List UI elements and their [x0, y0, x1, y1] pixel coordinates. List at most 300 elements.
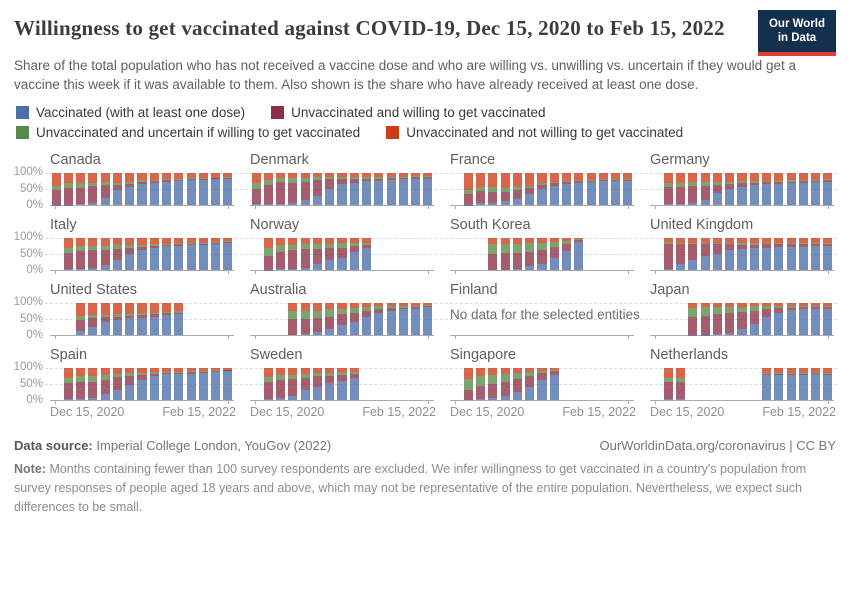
segment-willing — [264, 256, 273, 270]
bar-japan-sep-2021[interactable] — [762, 303, 771, 335]
bar-denmark-jan-2022[interactable] — [411, 173, 420, 205]
segment-uncertain — [501, 374, 510, 381]
bar-south-korea-oct-2021[interactable] — [574, 238, 583, 270]
segment-uncertain — [501, 244, 510, 253]
segment-unwilling — [762, 173, 771, 181]
bar-united-kingdom-feb-2021[interactable] — [676, 238, 685, 270]
bar-italy-nov-2021[interactable] — [187, 238, 196, 270]
bar-united-kingdom-feb-2022[interactable] — [823, 238, 832, 270]
segment-vaccinated — [623, 181, 632, 205]
bar-united-kingdom-nov-2021[interactable] — [787, 238, 796, 270]
footer — [14, 438, 836, 516]
bar-australia-jun-2021[interactable] — [325, 303, 334, 335]
segment-unwilling — [76, 368, 85, 376]
segment-willing — [664, 244, 673, 270]
bar-spain-may-2021[interactable] — [113, 368, 122, 400]
segment-willing — [525, 376, 534, 387]
bar-united-kingdom-jan-2021[interactable] — [664, 238, 673, 270]
segment-willing — [325, 248, 334, 260]
segment-willing — [488, 254, 497, 270]
bar-norway-sep-2021[interactable] — [362, 238, 371, 270]
bar-denmark-sep-2021[interactable] — [362, 173, 371, 205]
segment-vaccinated — [101, 198, 110, 205]
bar-sweden-may-2021[interactable] — [313, 368, 322, 400]
bar-japan-may-2021[interactable] — [713, 303, 722, 335]
bar-canada-aug-2021[interactable] — [150, 173, 159, 205]
bar-netherlands-feb-2022[interactable] — [823, 368, 832, 400]
bar-netherlands-feb-2021[interactable] — [676, 368, 685, 400]
segment-vaccinated — [423, 179, 432, 206]
legend-item-unwilling[interactable] — [386, 125, 683, 140]
segment-unwilling — [150, 303, 159, 313]
bar-singapore-jun-2021[interactable] — [525, 368, 534, 400]
bar-italy-feb-2022[interactable] — [223, 238, 232, 270]
bar-germany-nov-2021[interactable] — [787, 173, 796, 205]
bar-germany-jan-2022[interactable] — [811, 173, 820, 205]
x-tick-end — [228, 270, 229, 274]
segment-unwilling — [750, 173, 759, 181]
owid-logo[interactable] — [758, 10, 836, 56]
segment-unwilling — [688, 173, 697, 182]
footnote-label: Note: — [14, 462, 46, 477]
bar-united-states-oct-2021[interactable] — [174, 303, 183, 335]
x-axis-labels — [250, 405, 436, 419]
bar-france-mar-2021[interactable] — [488, 173, 497, 205]
bar-japan-mar-2021[interactable] — [688, 303, 697, 335]
segment-vaccinated — [664, 269, 673, 270]
bar-canada-dec-2020[interactable] — [52, 173, 61, 205]
bar-france-dec-2021[interactable] — [599, 173, 608, 205]
bar-australia-oct-2021[interactable] — [374, 303, 383, 335]
segment-uncertain — [688, 308, 697, 317]
bar-germany-dec-2020 — [652, 173, 661, 205]
bar-germany-dec-2021[interactable] — [799, 173, 808, 205]
bar-united-states-aug-2021[interactable] — [150, 303, 159, 335]
bar-norway-jul-2021[interactable] — [337, 238, 346, 270]
segment-vaccinated — [501, 201, 510, 205]
bar-canada-jan-2021[interactable] — [64, 173, 73, 205]
bar-australia-sep-2021[interactable] — [362, 303, 371, 335]
segment-unwilling — [137, 303, 146, 313]
legend-label-willing: Unvaccinated and willing to get vaccinated — [291, 105, 546, 121]
segment-vaccinated — [774, 313, 783, 335]
segment-vaccinated — [664, 399, 673, 400]
panel-denmark — [236, 152, 436, 206]
bar-france-jan-2021[interactable] — [464, 173, 473, 205]
bar-spain-dec-2021[interactable] — [199, 368, 208, 400]
bar-denmark-nov-2021[interactable] — [387, 173, 396, 205]
bar-australia-mar-2021[interactable] — [288, 303, 297, 335]
plot-row — [436, 238, 636, 271]
bar-denmark-apr-2021[interactable] — [301, 173, 310, 205]
x-tick-start — [255, 400, 256, 404]
bar-canada-apr-2021[interactable] — [101, 173, 110, 205]
panel-title-singapore: Singapore — [450, 347, 517, 364]
bar-australia-jan-2021 — [264, 303, 273, 335]
bar-italy-apr-2021[interactable] — [101, 238, 110, 270]
x-tick-start — [255, 205, 256, 209]
bar-united-states-jun-2021[interactable] — [125, 303, 134, 335]
bar-germany-sep-2021[interactable] — [762, 173, 771, 205]
bar-france-feb-2021[interactable] — [476, 173, 485, 205]
y-axis-label: 100% — [13, 166, 43, 179]
bar-germany-jul-2021[interactable] — [737, 173, 746, 205]
bar-australia-apr-2021[interactable] — [301, 303, 310, 335]
bar-australia-may-2021[interactable] — [313, 303, 322, 335]
bar-spain-apr-2021[interactable] — [101, 368, 110, 400]
bar-germany-oct-2021[interactable] — [774, 173, 783, 205]
bar-norway-feb-2021[interactable] — [276, 238, 285, 270]
x-tick-start — [455, 205, 456, 209]
x-tick-end — [428, 205, 429, 209]
bar-sweden-mar-2021[interactable] — [288, 368, 297, 400]
bar-norway-may-2021[interactable] — [313, 238, 322, 270]
bar-spain-aug-2021[interactable] — [150, 368, 159, 400]
segment-willing — [676, 244, 685, 263]
bar-italy-may-2021[interactable] — [113, 238, 122, 270]
bar-australia-dec-2021[interactable] — [399, 303, 408, 335]
bar-south-korea-jul-2021[interactable] — [537, 238, 546, 270]
bar-spain-jan-2021[interactable] — [64, 368, 73, 400]
segment-willing — [101, 185, 110, 198]
segment-vaccinated — [187, 180, 196, 205]
segment-vaccinated — [799, 183, 808, 205]
bar-canada-may-2021[interactable] — [113, 173, 122, 205]
segment-willing — [76, 320, 85, 331]
x-axis-label-start: Dec 15, 2020 — [650, 405, 725, 420]
bar-canada-jan-2022[interactable] — [211, 173, 220, 205]
bar-spain-feb-2022[interactable] — [223, 368, 232, 400]
bar-canada-feb-2022[interactable] — [223, 173, 232, 205]
bar-netherlands-dec-2021[interactable] — [799, 368, 808, 400]
bar-japan-nov-2021[interactable] — [787, 303, 796, 335]
bar-germany-mar-2021[interactable] — [688, 173, 697, 205]
segment-vaccinated — [737, 249, 746, 270]
bar-sweden-jul-2021[interactable] — [337, 368, 346, 400]
bar-netherlands-mar-2021 — [688, 368, 697, 400]
bar-spain-jul-2021[interactable] — [137, 368, 146, 400]
segment-unwilling — [476, 173, 485, 187]
plot-area-italy — [50, 238, 234, 271]
bar-italy-feb-2021[interactable] — [76, 238, 85, 270]
bar-italy-jan-2022[interactable] — [211, 238, 220, 270]
segment-unwilling — [313, 303, 322, 311]
segment-vaccinated — [762, 184, 771, 205]
bar-france-oct-2021[interactable] — [574, 173, 583, 205]
x-tick-end — [428, 335, 429, 339]
segment-willing — [476, 386, 485, 399]
bar-germany-feb-2021[interactable] — [676, 173, 685, 205]
bar-south-korea-jun-2021[interactable] — [525, 238, 534, 270]
segment-willing — [501, 253, 510, 270]
bar-united-states-feb-2021[interactable] — [76, 303, 85, 335]
bar-united-kingdom-apr-2021[interactable] — [701, 238, 710, 270]
bar-denmark-jul-2021[interactable] — [337, 173, 346, 205]
segment-vaccinated — [537, 380, 546, 400]
bar-singapore-nov-2021 — [587, 368, 596, 400]
bar-australia-feb-2022[interactable] — [423, 303, 432, 335]
bar-denmark-jan-2021[interactable] — [264, 173, 273, 205]
segment-unwilling — [664, 368, 673, 378]
bar-netherlands-nov-2021[interactable] — [787, 368, 796, 400]
bar-singapore-sep-2021 — [562, 368, 571, 400]
bar-canada-sep-2021[interactable] — [162, 173, 171, 205]
bar-japan-jul-2021[interactable] — [737, 303, 746, 335]
owid-link[interactable]: OurWorldinData.org/coronavirus | CC BY — [599, 438, 836, 454]
bar-canada-mar-2021[interactable] — [88, 173, 97, 205]
bar-italy-oct-2021[interactable] — [174, 238, 183, 270]
segment-vaccinated — [288, 269, 297, 270]
segment-willing — [713, 314, 722, 334]
segment-vaccinated — [423, 307, 432, 335]
bar-united-kingdom-aug-2021[interactable] — [750, 238, 759, 270]
segment-vaccinated — [223, 243, 232, 270]
segment-vaccinated — [125, 318, 134, 335]
bar-denmark-oct-2021[interactable] — [374, 173, 383, 205]
bar-denmark-dec-2021[interactable] — [399, 173, 408, 205]
panel-title-italy: Italy — [50, 217, 77, 234]
bar-italy-aug-2021[interactable] — [150, 238, 159, 270]
segment-willing — [313, 180, 322, 196]
segment-vaccinated — [399, 179, 408, 205]
segment-vaccinated — [562, 251, 571, 270]
bar-japan-feb-2022[interactable] — [823, 303, 832, 335]
bar-germany-may-2021[interactable] — [713, 173, 722, 205]
bar-france-sep-2021[interactable] — [562, 173, 571, 205]
segment-willing — [276, 182, 285, 204]
bar-united-kingdom-sep-2021[interactable] — [762, 238, 771, 270]
segment-vaccinated — [799, 309, 808, 335]
bar-singapore-dec-2020 — [452, 368, 461, 400]
bar-sweden-aug-2021[interactable] — [350, 368, 359, 400]
bar-sweden-feb-2021[interactable] — [276, 368, 285, 400]
segment-vaccinated — [688, 203, 697, 205]
segment-vaccinated — [713, 193, 722, 205]
segment-vaccinated — [162, 374, 171, 400]
segment-vaccinated — [76, 399, 85, 400]
bar-united-states-sep-2021[interactable] — [162, 303, 171, 335]
segment-unwilling — [676, 368, 685, 378]
bar-australia-aug-2021[interactable] — [350, 303, 359, 335]
bar-australia-jul-2021[interactable] — [337, 303, 346, 335]
bar-japan-jan-2022[interactable] — [811, 303, 820, 335]
bar-canada-oct-2021[interactable] — [174, 173, 183, 205]
bar-france-jan-2022[interactable] — [611, 173, 620, 205]
bar-norway-apr-2021[interactable] — [301, 238, 310, 270]
bar-denmark-feb-2021[interactable] — [276, 173, 285, 205]
bar-italy-jul-2021[interactable] — [137, 238, 146, 270]
x-axis-label-end: Feb 15, 2022 — [562, 405, 636, 420]
segment-unwilling — [125, 303, 134, 314]
segment-willing — [276, 380, 285, 398]
segment-vaccinated — [125, 254, 134, 270]
segment-willing — [325, 317, 334, 329]
bar-france-jun-2021[interactable] — [525, 173, 534, 205]
bar-italy-sep-2021[interactable] — [162, 238, 171, 270]
segment-willing — [276, 252, 285, 270]
bar-south-korea-dec-2020 — [452, 238, 461, 270]
bar-spain-oct-2021[interactable] — [174, 368, 183, 400]
bar-canada-nov-2021[interactable] — [187, 173, 196, 205]
segment-willing — [76, 251, 85, 269]
bar-netherlands-oct-2021[interactable] — [774, 368, 783, 400]
bar-spain-jun-2021[interactable] — [125, 368, 134, 400]
bar-denmark-feb-2022[interactable] — [423, 173, 432, 205]
bar-united-kingdom-oct-2021[interactable] — [774, 238, 783, 270]
x-tick-start — [55, 335, 56, 339]
bar-japan-dec-2021[interactable] — [799, 303, 808, 335]
x-tick-end — [228, 335, 229, 339]
segment-unwilling — [101, 238, 110, 246]
bar-canada-feb-2021[interactable] — [76, 173, 85, 205]
bar-japan-jun-2021[interactable] — [725, 303, 734, 335]
bar-france-apr-2021[interactable] — [501, 173, 510, 205]
bar-singapore-aug-2021[interactable] — [550, 368, 559, 400]
segment-vaccinated — [76, 269, 85, 270]
segment-willing — [501, 382, 510, 396]
bar-japan-aug-2021[interactable] — [750, 303, 759, 335]
bar-denmark-jun-2021[interactable] — [325, 173, 334, 205]
y-axis-label: 100% — [13, 231, 43, 244]
bar-united-states-may-2021[interactable] — [113, 303, 122, 335]
segment-vaccinated — [337, 184, 346, 205]
bar-japan-apr-2021[interactable] — [701, 303, 710, 335]
bar-norway-aug-2021[interactable] — [350, 238, 359, 270]
bar-france-jul-2021[interactable] — [537, 173, 546, 205]
segment-vaccinated — [101, 394, 110, 400]
bar-south-korea-may-2021[interactable] — [513, 238, 522, 270]
bar-united-kingdom-mar-2021[interactable] — [688, 238, 697, 270]
segment-unwilling — [799, 173, 808, 180]
bar-denmark-dec-2020[interactable] — [252, 173, 261, 205]
bar-spain-sep-2021[interactable] — [162, 368, 171, 400]
header — [14, 10, 836, 56]
bar-netherlands-jan-2021[interactable] — [664, 368, 673, 400]
bar-united-kingdom-dec-2021[interactable] — [799, 238, 808, 270]
legend-item-willing[interactable] — [271, 105, 545, 120]
bar-germany-feb-2022[interactable] — [823, 173, 832, 205]
panel-netherlands — [636, 347, 836, 419]
panel-title-finland: Finland — [450, 282, 498, 299]
bar-south-korea-apr-2021[interactable] — [501, 238, 510, 270]
bar-united-kingdom-jun-2021[interactable] — [725, 238, 734, 270]
segment-willing — [713, 244, 722, 254]
bar-netherlands-jan-2022[interactable] — [811, 368, 820, 400]
bar-germany-jun-2021[interactable] — [725, 173, 734, 205]
bars-norway — [250, 238, 434, 270]
bar-norway-mar-2021[interactable] — [288, 238, 297, 270]
bar-italy-mar-2021[interactable] — [88, 238, 97, 270]
bar-france-nov-2021[interactable] — [587, 173, 596, 205]
bar-united-kingdom-jul-2021[interactable] — [737, 238, 746, 270]
bar-france-feb-2022[interactable] — [623, 173, 632, 205]
segment-vaccinated — [113, 190, 122, 205]
bar-canada-jun-2021[interactable] — [125, 173, 134, 205]
bar-singapore-mar-2021[interactable] — [488, 368, 497, 400]
bar-united-states-apr-2021[interactable] — [101, 303, 110, 335]
footnote — [14, 460, 846, 516]
bar-canada-jul-2021[interactable] — [137, 173, 146, 205]
x-axis-label-start: Dec 15, 2020 — [250, 405, 325, 420]
bar-south-korea-sep-2021[interactable] — [562, 238, 571, 270]
bar-denmark-may-2021[interactable] — [313, 173, 322, 205]
bar-sweden-jan-2022 — [411, 368, 420, 400]
segment-vaccinated — [713, 334, 722, 335]
bar-norway-jun-2021[interactable] — [325, 238, 334, 270]
bar-italy-jun-2021[interactable] — [125, 238, 134, 270]
legend-item-vaccinated[interactable] — [16, 105, 245, 120]
panel-finland — [436, 282, 640, 336]
segment-vaccinated — [811, 182, 820, 205]
bar-germany-jan-2021[interactable] — [664, 173, 673, 205]
bar-sweden-apr-2021[interactable] — [301, 368, 310, 400]
bar-france-aug-2021[interactable] — [550, 173, 559, 205]
bar-spain-feb-2021[interactable] — [76, 368, 85, 400]
bar-germany-aug-2021[interactable] — [750, 173, 759, 205]
segment-vaccinated — [325, 383, 334, 400]
segment-vaccinated — [762, 375, 771, 400]
bar-spain-jan-2022[interactable] — [211, 368, 220, 400]
bar-norway-nov-2021 — [387, 238, 396, 270]
bar-australia-nov-2021[interactable] — [387, 303, 396, 335]
bar-united-kingdom-jan-2022[interactable] — [811, 238, 820, 270]
segment-vaccinated — [137, 250, 146, 270]
bar-netherlands-sep-2021[interactable] — [762, 368, 771, 400]
bar-norway-jan-2021[interactable] — [264, 238, 273, 270]
bar-united-states-mar-2021[interactable] — [88, 303, 97, 335]
segment-unwilling — [113, 173, 122, 183]
bar-japan-oct-2021[interactable] — [774, 303, 783, 335]
bar-singapore-apr-2021[interactable] — [501, 368, 510, 400]
bar-japan-feb-2021 — [676, 303, 685, 335]
segment-vaccinated — [676, 264, 685, 270]
bar-italy-dec-2021[interactable] — [199, 238, 208, 270]
bar-united-kingdom-may-2021[interactable] — [713, 238, 722, 270]
segment-vaccinated — [787, 310, 796, 335]
segment-willing — [701, 244, 710, 256]
bar-spain-nov-2021[interactable] — [187, 368, 196, 400]
segment-unwilling — [264, 238, 273, 248]
segment-vaccinated — [811, 374, 820, 400]
bar-singapore-jan-2021[interactable] — [464, 368, 473, 400]
bar-sweden-jan-2021[interactable] — [264, 368, 273, 400]
panel-france — [436, 152, 636, 206]
segment-vaccinated — [787, 183, 796, 205]
bar-spain-mar-2021[interactable] — [88, 368, 97, 400]
bar-singapore-may-2021[interactable] — [513, 368, 522, 400]
panel-title-united-kingdom: United Kingdom — [650, 217, 754, 234]
bar-germany-apr-2021[interactable] — [701, 173, 710, 205]
bar-south-korea-mar-2021[interactable] — [488, 238, 497, 270]
bar-denmark-mar-2021[interactable] — [288, 173, 297, 205]
bar-denmark-aug-2021[interactable] — [350, 173, 359, 205]
bar-sweden-jun-2021[interactable] — [325, 368, 334, 400]
legend-item-uncertain[interactable] — [16, 125, 360, 140]
segment-vaccinated — [162, 246, 171, 270]
legend-label-unwilling: Unvaccinated and not willing to get vaccinated — [406, 125, 684, 141]
panel-title-spain: Spain — [50, 347, 88, 364]
bar-singapore-jul-2021[interactable] — [537, 368, 546, 400]
bar-south-korea-aug-2021[interactable] — [550, 238, 559, 270]
bar-united-states-jul-2021[interactable] — [137, 303, 146, 335]
bar-australia-jan-2022[interactable] — [411, 303, 420, 335]
segment-willing — [762, 309, 771, 317]
bar-canada-dec-2021[interactable] — [199, 173, 208, 205]
bar-italy-jan-2021[interactable] — [64, 238, 73, 270]
segment-willing — [513, 253, 522, 269]
bar-france-may-2021[interactable] — [513, 173, 522, 205]
bar-singapore-feb-2021[interactable] — [476, 368, 485, 400]
